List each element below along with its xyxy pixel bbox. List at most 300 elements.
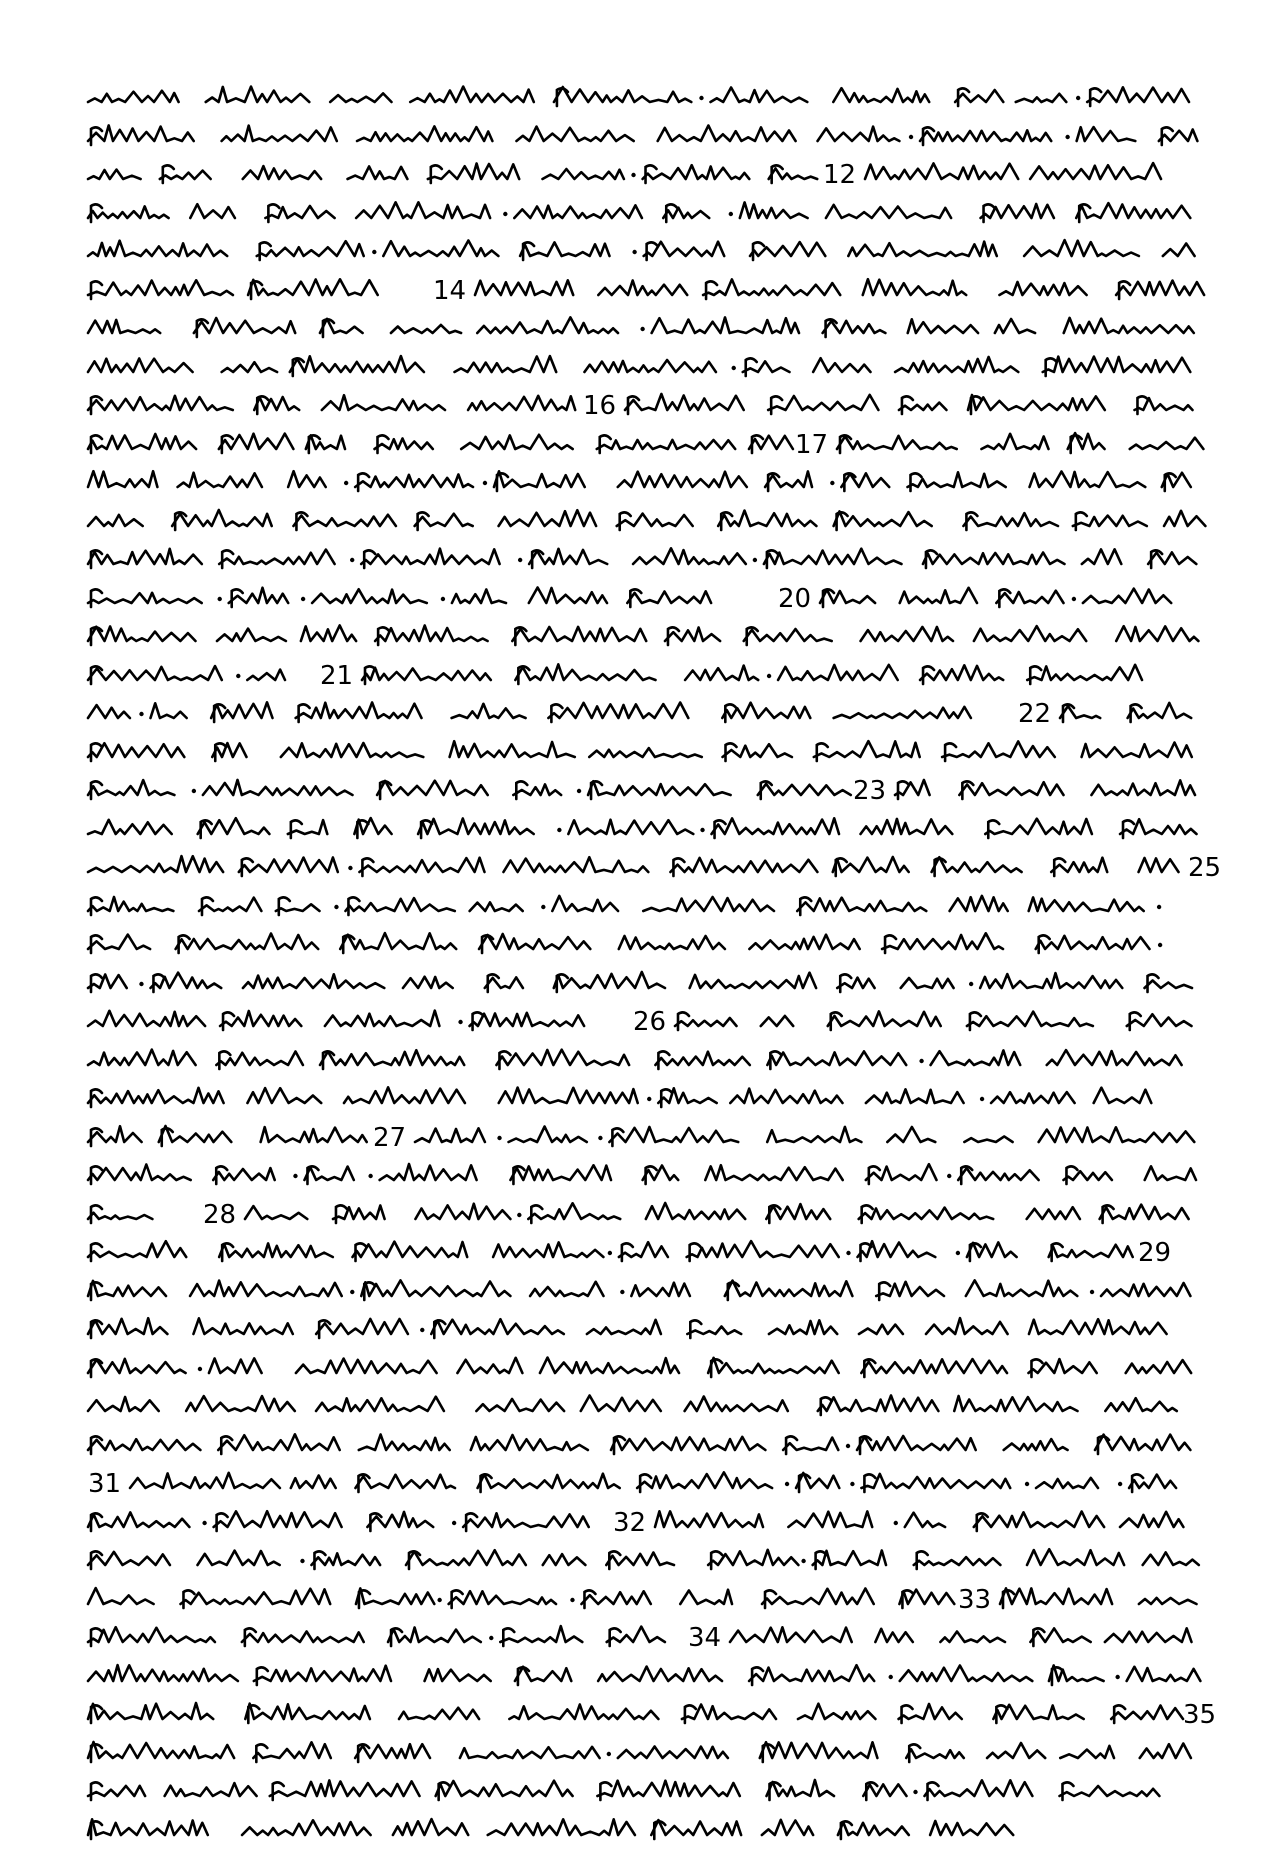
- script-word: [705, 1165, 842, 1180]
- script-word: [449, 1591, 556, 1604]
- script-word: [617, 513, 693, 525]
- script-word: [88, 241, 227, 256]
- script-word: [643, 897, 774, 911]
- script-word: [316, 1397, 444, 1411]
- script-glyph-row: [88, 1355, 1198, 1383]
- script-word: [1030, 472, 1146, 488]
- script-word: [760, 1742, 878, 1758]
- script-word: [826, 204, 951, 217]
- script-word: [863, 279, 966, 295]
- punctuation-dot: [598, 1135, 602, 1139]
- script-word: [257, 241, 364, 256]
- script-word: [584, 360, 715, 372]
- punctuation-dot: [518, 558, 522, 562]
- script-word: [1077, 127, 1136, 141]
- script-word: [529, 587, 607, 603]
- punctuation-dot: [503, 211, 507, 215]
- script-word: [499, 1088, 638, 1103]
- script-stroke: [91, 435, 102, 453]
- script-word: [1027, 664, 1142, 679]
- script-stroke: [91, 589, 102, 607]
- punctuation-dot: [919, 1058, 923, 1062]
- text-line: [88, 232, 1198, 270]
- script-word: [457, 1357, 522, 1372]
- script-word: [625, 394, 744, 410]
- script-word: [1029, 1319, 1167, 1334]
- text-line: [88, 579, 1198, 617]
- script-word: [199, 897, 261, 910]
- script-word: [406, 1550, 526, 1565]
- text-line: [88, 1464, 1198, 1502]
- script-word: [88, 91, 179, 102]
- script-word: [355, 475, 473, 488]
- script-word: [651, 1820, 741, 1835]
- script-word: [1127, 1666, 1201, 1680]
- punctuation-dot: [350, 1289, 354, 1293]
- text-line: [88, 848, 1222, 886]
- script-word: [88, 627, 196, 642]
- script-word: [403, 976, 453, 987]
- script-word: [496, 1049, 629, 1064]
- punctuation-dot: [334, 904, 338, 908]
- script-word: [1087, 87, 1189, 102]
- punctuation-dot: [753, 558, 757, 562]
- script-word: [353, 1242, 468, 1257]
- punctuation-dot: [1025, 1482, 1029, 1486]
- script-word: [730, 1627, 852, 1642]
- script-glyph-row: [88, 1432, 1198, 1460]
- script-word: [356, 202, 490, 218]
- text-line: [88, 964, 1198, 1002]
- script-text-block: [88, 78, 1222, 1849]
- text-line: [88, 925, 1198, 963]
- script-word: [682, 1705, 776, 1720]
- script-word: [1101, 1283, 1190, 1296]
- punctuation-dot: [732, 365, 736, 369]
- punctuation-dot: [1065, 134, 1069, 138]
- script-word: [88, 1049, 196, 1064]
- script-word: [1082, 549, 1121, 564]
- script-glyph-row: [88, 970, 1198, 998]
- text-line: [88, 1657, 1198, 1695]
- punctuation-dot: [631, 173, 635, 177]
- script-word: [320, 319, 363, 333]
- verse-number: 14: [433, 275, 467, 306]
- script-word: [568, 819, 693, 833]
- script-word: [942, 741, 1055, 757]
- punctuation-dot: [300, 1559, 304, 1563]
- verse-number: 32: [613, 1507, 647, 1538]
- script-glyph-row: [88, 1162, 1198, 1190]
- script-word: [865, 163, 1018, 179]
- script-word: [471, 1435, 588, 1450]
- script-word: [399, 1708, 479, 1719]
- script-word: [814, 741, 920, 757]
- script-word: [663, 207, 709, 217]
- script-stroke: [1030, 666, 1041, 684]
- script-stroke: [163, 165, 174, 183]
- text-line: [88, 78, 1198, 116]
- script-word: [730, 1089, 842, 1103]
- script-word: [1094, 1088, 1152, 1103]
- script-word: [436, 1781, 573, 1796]
- script-word: [708, 1357, 839, 1372]
- verse-number: 35: [1183, 1700, 1217, 1730]
- script-word: [940, 1632, 1005, 1643]
- punctuation-dot: [1072, 596, 1076, 600]
- text-line: [88, 1041, 1198, 1079]
- script-word: [655, 1511, 763, 1527]
- script-word: [619, 936, 725, 949]
- script-word: [88, 434, 196, 449]
- script-stroke: [268, 204, 279, 222]
- script-word: [1127, 1014, 1192, 1026]
- script-word: [923, 553, 1065, 565]
- punctuation-dot: [894, 1520, 898, 1524]
- script-word: [415, 1128, 485, 1142]
- script-word: [243, 974, 384, 988]
- punctuation-dot: [830, 481, 834, 485]
- script-word: [1060, 706, 1100, 718]
- text-line: [88, 1503, 1198, 1541]
- script-glyph-row: [88, 1201, 1198, 1229]
- verse-number: 22: [1018, 699, 1052, 729]
- text-line: [88, 1734, 1198, 1772]
- script-word: [88, 1011, 205, 1026]
- script-word: [160, 171, 211, 179]
- punctuation-dot: [483, 481, 487, 485]
- script-stroke: [945, 743, 956, 761]
- text-line: [88, 502, 1198, 540]
- punctuation-dot: [541, 904, 545, 908]
- script-word: [290, 356, 424, 372]
- script-stroke: [91, 281, 102, 299]
- script-stroke: [879, 1282, 890, 1300]
- script-word: [968, 395, 1105, 410]
- script-word: [245, 1206, 307, 1219]
- verse-number: 16: [583, 391, 617, 421]
- script-word: [1024, 240, 1139, 256]
- verse-number: 27: [373, 1122, 407, 1153]
- script-word: [499, 510, 597, 526]
- script-glyph-row: [88, 1085, 1198, 1113]
- script-word: [906, 1749, 964, 1758]
- script-word: [186, 1396, 295, 1411]
- script-word: [637, 1472, 772, 1488]
- script-word: [88, 1786, 145, 1796]
- script-glyph-row: [88, 84, 1198, 112]
- script-word: [859, 1207, 994, 1218]
- script-stroke: [817, 743, 828, 761]
- script-word: [88, 1241, 186, 1257]
- script-word: [974, 1511, 1104, 1527]
- script-word: [194, 318, 295, 333]
- verse-number: 29: [1138, 1238, 1172, 1268]
- script-word: [88, 856, 223, 872]
- script-stroke: [970, 1012, 981, 1030]
- text-line: [88, 194, 1198, 232]
- text-line: [88, 117, 1198, 155]
- script-word: [749, 1665, 874, 1681]
- script-word: [797, 897, 926, 910]
- script-glyph-row: [88, 1047, 1198, 1075]
- script-word: [88, 549, 202, 564]
- script-word: [967, 1012, 1093, 1026]
- script-word: [176, 934, 319, 950]
- script-word: [203, 780, 353, 795]
- script-word: [361, 549, 499, 564]
- script-word: [88, 819, 172, 833]
- script-word: [959, 782, 1063, 795]
- script-word: [428, 164, 519, 180]
- script-word: [554, 87, 691, 102]
- script-glyph-row: [88, 1393, 1198, 1421]
- punctuation-dot: [947, 1174, 951, 1178]
- script-word: [468, 396, 575, 410]
- script-word: [1163, 244, 1195, 257]
- script-word: [907, 472, 1005, 487]
- script-word: [900, 587, 977, 602]
- script-word: [463, 1513, 589, 1527]
- text-line: [88, 1426, 1198, 1464]
- script-word: [987, 1743, 1045, 1758]
- script-word: [703, 279, 840, 295]
- script-word: [974, 626, 1086, 641]
- script-word: [908, 319, 978, 333]
- punctuation-dot: [192, 789, 196, 793]
- script-word: [875, 1629, 912, 1642]
- script-word: [548, 703, 688, 719]
- script-word: [293, 514, 395, 525]
- text-line: [88, 1079, 1198, 1117]
- script-word: [820, 589, 875, 602]
- script-word: [932, 857, 1022, 872]
- script-word: [461, 434, 573, 448]
- script-stroke: [706, 281, 717, 299]
- script-word: [905, 1512, 945, 1526]
- script-word: [288, 471, 326, 487]
- script-glyph-row: [88, 392, 1198, 420]
- script-word: [762, 1588, 874, 1604]
- script-word: [1047, 1050, 1182, 1065]
- punctuation-dot: [846, 1443, 850, 1447]
- script-word: [88, 280, 233, 295]
- verse-number: 34: [688, 1623, 722, 1653]
- text-line: [88, 1695, 1217, 1733]
- script-stroke: [557, 88, 568, 106]
- script-word: [887, 1127, 935, 1142]
- verse-number: 33: [958, 1584, 992, 1615]
- script-word: [901, 978, 954, 988]
- script-word: [1000, 1588, 1112, 1604]
- script-word: [88, 1512, 189, 1527]
- script-word: [88, 1627, 215, 1642]
- punctuation-dot: [801, 1559, 805, 1563]
- verse-number: 28: [203, 1199, 237, 1230]
- script-stroke: [885, 935, 896, 953]
- script-word: [838, 1822, 909, 1835]
- script-glyph-row: [88, 1278, 1198, 1306]
- script-word: [509, 1126, 587, 1142]
- script-word: [861, 1359, 1007, 1373]
- script-word: [261, 1127, 367, 1142]
- script-word: [920, 130, 1051, 141]
- punctuation-dot: [570, 1597, 574, 1601]
- script-stroke: [291, 820, 302, 838]
- text-line: [88, 1772, 1198, 1810]
- text-line: [88, 463, 1198, 501]
- script-word: [1145, 980, 1192, 988]
- script-glyph-row: [88, 315, 1198, 343]
- punctuation-dot: [198, 1366, 202, 1370]
- script-word: [1064, 318, 1194, 333]
- script-word: [1073, 515, 1147, 525]
- script-word: [488, 1819, 635, 1835]
- punctuation-dot: [980, 1097, 984, 1101]
- script-glyph-row: [88, 931, 1198, 959]
- script-stroke: [866, 1782, 877, 1800]
- punctuation-dot: [1158, 943, 1162, 947]
- script-word: [88, 125, 194, 141]
- script-word: [769, 168, 818, 179]
- script-word: [618, 472, 747, 487]
- script-word: [1120, 1511, 1183, 1526]
- script-word: [597, 1781, 739, 1796]
- verse-number: 21: [320, 660, 354, 691]
- script-word: [1063, 1171, 1111, 1180]
- text-line: [88, 694, 1198, 732]
- script-word: [320, 1050, 464, 1065]
- script-word: [198, 1551, 280, 1565]
- text-line: [88, 1580, 1198, 1618]
- script-word: [618, 1746, 728, 1758]
- script-word: [345, 898, 454, 911]
- punctuation-dot: [372, 250, 376, 254]
- script-word: [899, 403, 947, 410]
- script-word: [995, 319, 1035, 333]
- script-word: [359, 1434, 450, 1450]
- script-word: [425, 1669, 491, 1681]
- script-word: [88, 358, 193, 372]
- script-word: [415, 513, 473, 525]
- script-word: [355, 1475, 455, 1488]
- script-glyph-row: [88, 469, 1198, 497]
- script-word: [552, 895, 618, 910]
- script-word: [217, 629, 286, 641]
- script-glyph-row: [88, 1817, 1198, 1845]
- script-word: [528, 1203, 620, 1219]
- script-glyph-row: [88, 777, 1198, 805]
- script-glyph-row: [88, 200, 1198, 228]
- punctuation-dot: [1157, 904, 1161, 908]
- script-word: [209, 1358, 262, 1373]
- punctuation-dot: [846, 1251, 850, 1255]
- script-word: [859, 1325, 903, 1334]
- punctuation-dot: [350, 558, 354, 562]
- punctuation-dot: [607, 1751, 611, 1755]
- script-word: [316, 1319, 408, 1334]
- script-word: [322, 395, 445, 410]
- script-word: [340, 933, 456, 949]
- punctuation-dot: [729, 211, 733, 215]
- script-word: [828, 1011, 941, 1026]
- script-word: [783, 1437, 838, 1449]
- text-line: [88, 810, 1198, 848]
- text-line: [88, 733, 1198, 771]
- script-word: [88, 396, 233, 410]
- script-word: [631, 1282, 690, 1295]
- script-word: [165, 1783, 257, 1796]
- script-word: [788, 1511, 872, 1527]
- script-word: [930, 1821, 1013, 1835]
- script-glyph-row: [88, 354, 1198, 382]
- punctuation-dot: [1090, 1289, 1094, 1293]
- script-word: [718, 510, 816, 525]
- script-word: [515, 1666, 571, 1680]
- script-glyph-row: [88, 161, 1198, 189]
- script-word: [130, 1473, 280, 1488]
- text-line: [88, 540, 1198, 578]
- script-word: [1060, 1745, 1114, 1757]
- script-word: [658, 125, 796, 141]
- script-word: [296, 1358, 437, 1372]
- script-word: [646, 1203, 745, 1219]
- script-glyph-row: [88, 1124, 1198, 1152]
- script-word: [761, 1016, 793, 1026]
- punctuation-dot: [557, 827, 561, 831]
- punctuation-dot: [956, 1251, 960, 1255]
- script-word: [1039, 1127, 1195, 1142]
- script-word: [542, 169, 623, 179]
- verse-number: 20: [778, 583, 812, 614]
- script-word: [1043, 356, 1191, 371]
- script-word: [325, 1011, 439, 1026]
- script-word: [247, 1088, 321, 1103]
- script-word: [834, 511, 932, 526]
- script-word: [611, 1436, 765, 1449]
- punctuation-dot: [441, 596, 445, 600]
- script-word: [477, 317, 618, 333]
- script-word: [985, 818, 1092, 833]
- script-word: [866, 1089, 964, 1103]
- script-word: [861, 818, 953, 833]
- punctuation-dot: [293, 1174, 297, 1178]
- script-word: [687, 1327, 741, 1335]
- script-word: [764, 549, 902, 564]
- script-word: [1139, 858, 1179, 872]
- script-word: [1027, 1549, 1124, 1565]
- script-word: [581, 1396, 661, 1412]
- script-word: [1076, 203, 1190, 218]
- script-word: [393, 1819, 468, 1835]
- punctuation-dot: [344, 481, 348, 485]
- script-word: [1036, 936, 1150, 949]
- punctuation-dot: [577, 789, 581, 793]
- verse-number: 25: [1188, 853, 1222, 883]
- script-word: [996, 590, 1063, 602]
- script-stroke: [746, 358, 757, 376]
- script-word: [597, 439, 735, 448]
- script-word: [88, 320, 160, 333]
- punctuation-dot: [1118, 1482, 1122, 1486]
- script-glyph-row: [88, 1663, 1198, 1691]
- script-word: [991, 1092, 1075, 1103]
- script-word: [88, 974, 127, 988]
- script-word: [288, 820, 327, 834]
- punctuation-dot: [640, 327, 644, 331]
- script-word: [361, 1280, 510, 1296]
- script-word: [882, 933, 1003, 949]
